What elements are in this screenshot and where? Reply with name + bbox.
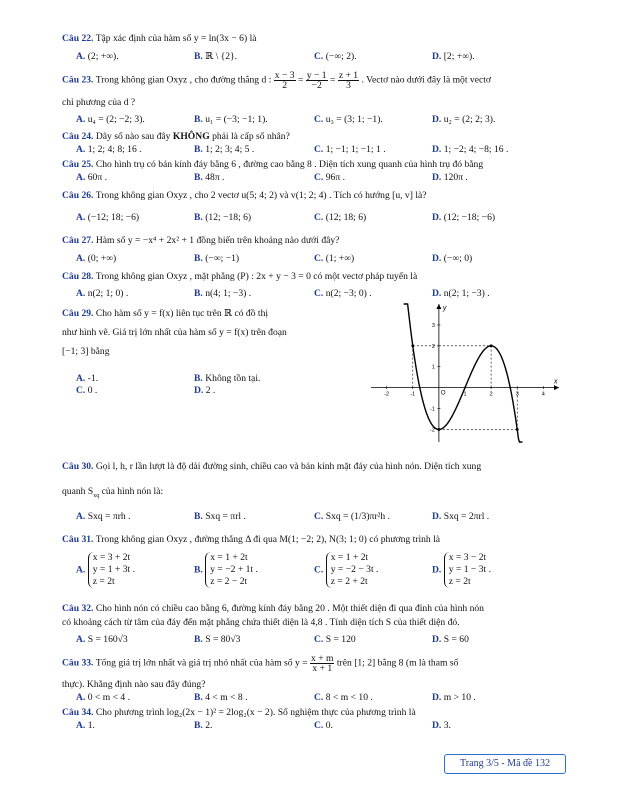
question-34: Câu 34. Cho phương trình log₂(2x − 1)² = 2log₂(x − 2). Số nghiệm thực của phương trình là	[62, 707, 416, 718]
question-number: Câu 33.	[62, 657, 94, 669]
option-a[interactable]: A. (0; +∞)	[76, 253, 117, 264]
y-tick-label: 1	[431, 364, 435, 371]
x-tick-label: -1	[410, 391, 416, 398]
option-d[interactable]: D. S = 60	[432, 634, 469, 645]
option-b[interactable]: B. (12; −18; 6)	[194, 212, 252, 223]
question-number: Câu 26.	[62, 190, 94, 201]
option-b[interactable]: B. 4 < m < 8 .	[194, 692, 248, 703]
option-a[interactable]: A. 1; 2; 4; 8; 16 .	[76, 144, 142, 155]
question-number: Câu 32.	[62, 603, 94, 614]
question-32: Câu 32. Cho hình nón có chiều cao bằng 6, đường kính đáy bằng 20 . Một thiết diện đi qua đỉnh của hình nón	[62, 603, 484, 614]
options-30	[76, 511, 576, 525]
y-tick-label: 2	[431, 343, 435, 350]
question-number: Câu 34.	[62, 707, 94, 718]
question-text: Trong không gian Oxyz , cho đường thẳng d :	[95, 74, 272, 86]
options-31	[76, 552, 576, 594]
options-27	[76, 253, 576, 267]
y-tick-label: 3	[431, 322, 435, 329]
question-number: Câu 31.	[62, 534, 94, 545]
question-number: Câu 28.	[62, 271, 94, 282]
question-number: Câu 29.	[62, 308, 94, 319]
question-number: Câu 22.	[62, 33, 94, 44]
fraction-3: $\frac{z + 1}{3}$	[338, 70, 359, 91]
option-d[interactable]: D. 120π .	[432, 172, 468, 183]
options-23	[76, 114, 576, 128]
key-point	[437, 428, 440, 431]
option-a[interactable]: A. (−12; 18; −6)	[76, 212, 140, 223]
y-axis-label: y	[442, 305, 447, 312]
option-c[interactable]: C. 0.	[314, 720, 333, 731]
option-d[interactable]: D. 3.	[432, 720, 451, 731]
fraction-2: $\frac{y - 1}{-2}$	[306, 70, 327, 91]
options-33	[76, 692, 576, 706]
option-b[interactable]: B. x = 1 + 2t y = −2 + 1t . z = 2 − 2t	[194, 552, 258, 587]
x-axis-label: x	[554, 378, 558, 386]
option-c[interactable]: C. (12; 18; 6)	[314, 212, 367, 223]
option-b[interactable]: B. Không tồn tại.	[194, 373, 261, 384]
x-tick-label: 2	[489, 391, 493, 398]
option-a[interactable]: A. n(2; 1; 0) .	[76, 288, 129, 299]
option-a[interactable]: A. -1.	[76, 373, 99, 384]
option-d[interactable]: D. u₂ = (2; 2; 3).	[432, 114, 496, 125]
fraction-1: $\frac{x - 3}{2}$	[274, 70, 295, 91]
option-a[interactable]: A. Sxq = πrh .	[76, 511, 131, 522]
option-b[interactable]: B. (−∞; −1)	[194, 253, 240, 264]
option-c[interactable]: C. x = 1 + 2t y = −2 − 3t . z = 2 + 2t	[314, 552, 379, 587]
question-30-line2: quanh $S_{xq}$ của hình nón là:	[62, 486, 164, 499]
option-d[interactable]: D. x = 3 − 2t y = 1 − 3t . z = 2t	[432, 552, 492, 587]
option-a[interactable]: A. x = 3 + 2t y = 1 + 3t . z = 2t	[76, 552, 136, 587]
fraction: $\frac{x + m}{x + 1}$	[311, 653, 334, 674]
x-tick-label: 1	[463, 391, 467, 398]
question-number: Câu 27.	[62, 235, 94, 246]
option-d[interactable]: D. 1; −2; 4; −8; 16 .	[432, 144, 509, 155]
option-c[interactable]: C. u₃ = (3; 1; −1).	[314, 114, 383, 125]
graph-axes	[371, 304, 559, 442]
x-axis-arrow	[554, 385, 559, 390]
option-b[interactable]: B. u₁ = (−3; −1; 1).	[194, 114, 268, 125]
option-c[interactable]: C. n(2; −3; 0) .	[314, 288, 372, 299]
question-22	[62, 33, 582, 44]
question-33-line2: thực). Khẳng định nào sau đây đúng?	[62, 679, 206, 690]
question-number: Câu 24.	[62, 131, 94, 142]
option-b[interactable]: B. S = 80√3	[194, 634, 241, 645]
option-d[interactable]: D. 2 .	[194, 385, 216, 396]
option-c[interactable]: C. 1; −1; 1; −1; 1 .	[314, 144, 386, 155]
option-a[interactable]: A. 0 < m < 4 .	[76, 692, 131, 703]
question-number: Câu 23.	[62, 74, 94, 86]
options-24	[76, 144, 576, 158]
question-30: Câu 30. Gọi l, h, r lần lượt là độ dài đường sinh, chiều cao và bán kính mặt đáy của hình nón. Diện tích xung	[62, 461, 482, 472]
option-c[interactable]: C. 96π .	[314, 172, 345, 183]
question-28: Câu 28. Trong không gian Oxyz , mặt phẳng (P) : 2x + y − 3 = 0 có một vectơ pháp tuyến là	[62, 271, 418, 282]
option-b[interactable]: B. Sxq = πrl .	[194, 511, 246, 522]
option-a[interactable]: A. 1.	[76, 720, 95, 731]
option-c[interactable]: C. 0 .	[76, 385, 98, 396]
option-c[interactable]: C. 8 < m < 10 .	[314, 692, 373, 703]
option-b[interactable]: B. 2.	[194, 720, 213, 731]
options-25	[76, 172, 576, 186]
option-c[interactable]: C. S = 120	[314, 634, 356, 645]
question-26: Câu 26. Trong không gian Oxyz , cho 2 vectơ u(5; 4; 2) và v(1; 2; 4) . Tích có hướng [u, v] là?	[62, 190, 427, 201]
question-number: Câu 25.	[62, 159, 94, 170]
y-tick-label: -2	[429, 427, 435, 434]
graph-ticks	[384, 323, 545, 434]
options-22	[76, 51, 576, 65]
option-a[interactable]: A. u₄ = (2; −2; 3).	[76, 114, 145, 125]
question-32-line2: có khoảng cách từ tâm của đáy đến mặt phẳng chứa thiết diện là 4,8 . Tính diện tích S của thiết diện đó.	[62, 617, 460, 628]
question-33: Câu 33. Tổng giá trị lớn nhất và giá trị nhỏ nhất của hàm số y = $\frac{x + m}{x + 1}$ trên [1; 2] bằng 8 (m là tham số	[62, 653, 459, 674]
graph-curve	[404, 304, 523, 442]
option-d[interactable]: D. m > 10 .	[432, 692, 476, 703]
key-point	[516, 428, 519, 431]
option-b[interactable]: B. ℝ \ {2}.	[194, 51, 238, 62]
option-a[interactable]: A. (2; +∞).	[76, 51, 119, 62]
y-axis-arrow	[436, 304, 441, 309]
option-a[interactable]: A. 60π .	[76, 172, 107, 183]
option-d[interactable]: D. (−∞; 0)	[432, 253, 473, 264]
question-29-line3: [−1; 3] bằng	[62, 346, 110, 357]
question-24: Câu 24. Dãy số nào sau đây KHÔNG phải là cấp số nhân?	[62, 131, 290, 142]
option-c[interactable]: C. (−∞; 2).	[314, 51, 357, 62]
option-c[interactable]: C. Sxq = (1/3)πr²h .	[314, 511, 391, 522]
origin-label: O	[440, 390, 446, 397]
question-23: Câu 23. Trong không gian Oxyz , cho đường thẳng d : $\frac{x - 3}{2}$ = $\frac{y - 1}{-2}$ = $\frac{z + 1}{3}$ . Vectơ nào dưới đây là một vectơ	[62, 70, 491, 91]
page-footer: Trang 3/5 - Mã đề 132	[444, 754, 566, 774]
options-26	[76, 212, 576, 226]
option-b[interactable]: B. n(4; 1; −3) .	[194, 288, 252, 299]
emphasis-text: KHÔNG	[172, 131, 210, 142]
option-d[interactable]: D. n(2; 1; −3) .	[432, 288, 490, 299]
option-d[interactable]: D. (12; −18; −6)	[432, 212, 496, 223]
question-23-cont: chỉ phương của d ?	[62, 97, 136, 108]
question-number: Câu 30.	[62, 461, 94, 472]
key-point	[490, 344, 493, 347]
options-32	[76, 634, 576, 648]
option-b[interactable]: B. 48π .	[194, 172, 225, 183]
options-34	[76, 720, 576, 734]
option-c[interactable]: C. (1; +∞)	[314, 253, 355, 264]
key-point	[411, 344, 414, 347]
option-d[interactable]: D. Sxq = 2πrl .	[432, 511, 490, 522]
x-tick-label: -2	[384, 391, 390, 398]
question-25: Câu 25. Cho hình trụ có bán kính đáy bằng 6 , đường cao bằng 8 . Diện tích xung quanh của hình trụ đó bằng	[62, 159, 484, 170]
question-29: Câu 29. Cho hàm số y = f(x) liên tục trên ℝ có đồ thị	[62, 308, 269, 319]
question-27: Câu 27. Hàm số y = −x⁴ + 2x² + 1 đồng biến trên khoảng nào dưới đây?	[62, 235, 340, 246]
x-tick-label: 3	[515, 391, 519, 398]
option-d[interactable]: D. [2; +∞).	[432, 51, 475, 62]
option-b[interactable]: B. 1; 2; 3; 4; 5 .	[194, 144, 255, 155]
option-a[interactable]: A. S = 160√3	[76, 634, 128, 645]
x-tick-label: 4	[541, 391, 545, 398]
question-text: Tập xác định của hàm số y = ln(3x − 6) là	[95, 33, 257, 44]
y-tick-label: -1	[429, 406, 435, 413]
options-29-row2	[76, 385, 296, 399]
question-29-line2: như hình vẽ. Giá trị lớn nhất của hàm số y = f(x) trên đoạn	[62, 327, 287, 338]
question-31: Câu 31. Trong không gian Oxyz , đường thẳng Δ đi qua M(1; −2; 2), N(3; 1; 0) có phương trình là	[62, 534, 441, 545]
function-graph	[365, 298, 565, 448]
